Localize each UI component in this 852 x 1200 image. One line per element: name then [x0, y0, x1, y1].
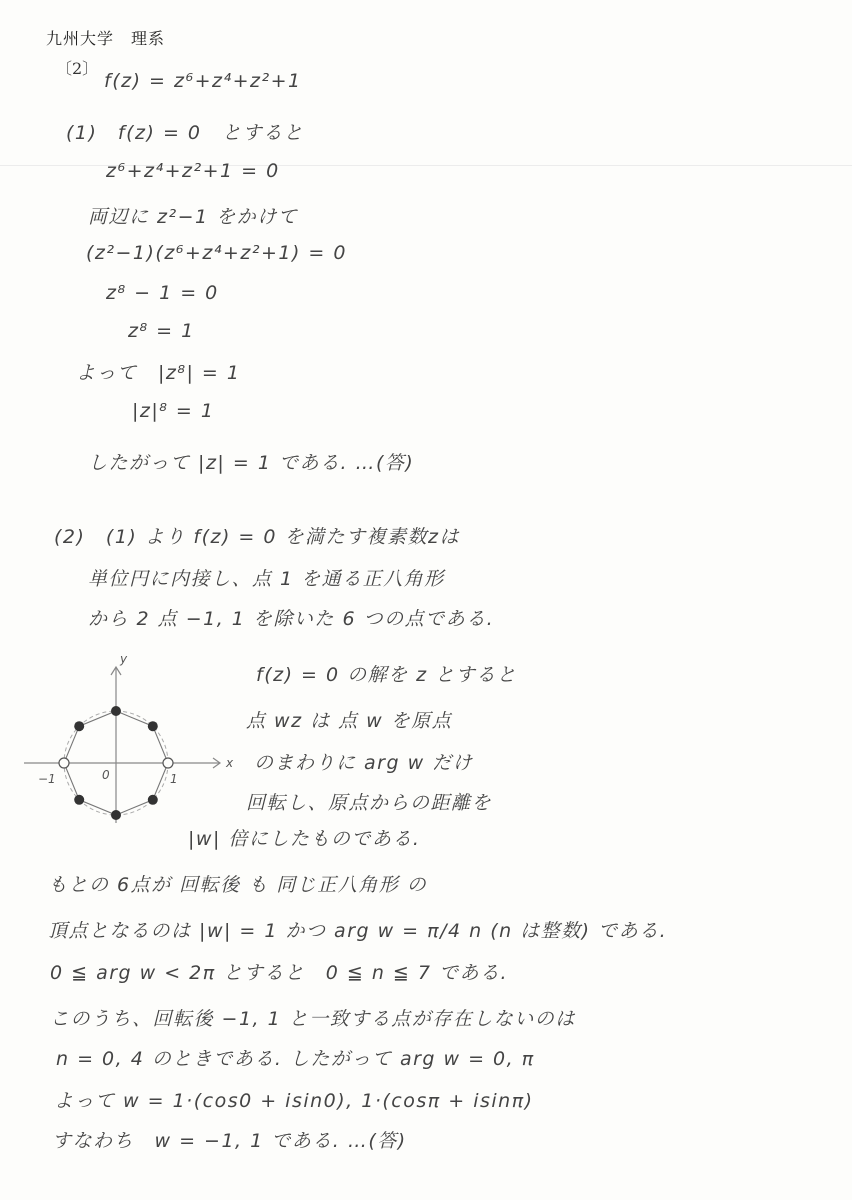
part1-line-1: (1) f(z) = 0 とすると [66, 122, 304, 144]
page-header: 九州大学 理系 [46, 29, 166, 48]
origin-label: 0 [102, 768, 110, 782]
x-axis-label: x [226, 756, 234, 770]
solution-point [148, 795, 158, 805]
excluded-point [59, 758, 69, 768]
side-text-4: 回転し、原点からの距離を [246, 792, 493, 814]
part2-body-2: 頂点となるのは |w| = 1 かつ arg w = π/4 n (n は整数) である. [48, 920, 668, 942]
part1-answer: したがって |z| = 1 である. …(答) [88, 452, 415, 474]
y-axis-label: y [120, 652, 128, 666]
part1-line-6: z⁸ = 1 [128, 320, 195, 342]
solution-point [74, 795, 84, 805]
function-definition: f(z) = z⁶+z⁴+z²+1 [104, 70, 302, 92]
side-text-5: |w| 倍にしたものである. [188, 828, 421, 850]
minus-one-label: −1 [38, 772, 56, 786]
part1-line-2: z⁶+z⁴+z²+1 = 0 [106, 160, 280, 182]
part2-intro-1: (2) (1) より f(z) = 0 を満たす複素数zは [54, 526, 460, 548]
part2-body-3: 0 ≦ arg w < 2π とすると 0 ≦ n ≦ 7 である. [50, 962, 509, 984]
part2-body-6: よって w = 1·(cos0 + isin0), 1·(cosπ + isinπ) [54, 1090, 534, 1112]
side-text-3: のまわりに arg w だけ [254, 752, 474, 774]
solution-point [111, 706, 121, 716]
solution-point [148, 721, 158, 731]
part1-line-5: z⁸ − 1 = 0 [106, 282, 219, 304]
part1-line-7: よって |z⁸| = 1 [76, 362, 241, 384]
part2-body-5: n = 0, 4 のときである. したがって arg w = 0, π [56, 1048, 535, 1070]
part2-body-1: もとの 6点が 回転後 も 同じ正八角形 の [48, 874, 428, 896]
part2-intro-2: 単位円に内接し、点 1 を通る正八角形 [88, 568, 445, 590]
solution-point [111, 810, 121, 820]
problem-number: 〔2〕 [56, 59, 99, 78]
unit-circle-octagon-figure [20, 645, 250, 835]
part1-line-3: 両辺に z²−1 をかけて [88, 206, 299, 228]
part2-body-4: このうち、回転後 −1, 1 と一致する点が存在しないのは [50, 1008, 576, 1030]
part1-line-8: |z|⁸ = 1 [132, 400, 215, 422]
part2-intro-3: から 2 点 −1, 1 を除いた 6 つの点である. [88, 608, 495, 630]
side-text-1: f(z) = 0 の解を z とすると [256, 664, 518, 686]
part2-answer: すなわち w = −1, 1 である. …(答) [52, 1130, 407, 1152]
solution-point [74, 721, 84, 731]
side-text-2: 点 wz は 点 w を原点 [246, 710, 453, 732]
one-label: 1 [170, 772, 178, 786]
excluded-point [163, 758, 173, 768]
part1-line-4: (z²−1)(z⁶+z⁴+z²+1) = 0 [86, 242, 347, 264]
